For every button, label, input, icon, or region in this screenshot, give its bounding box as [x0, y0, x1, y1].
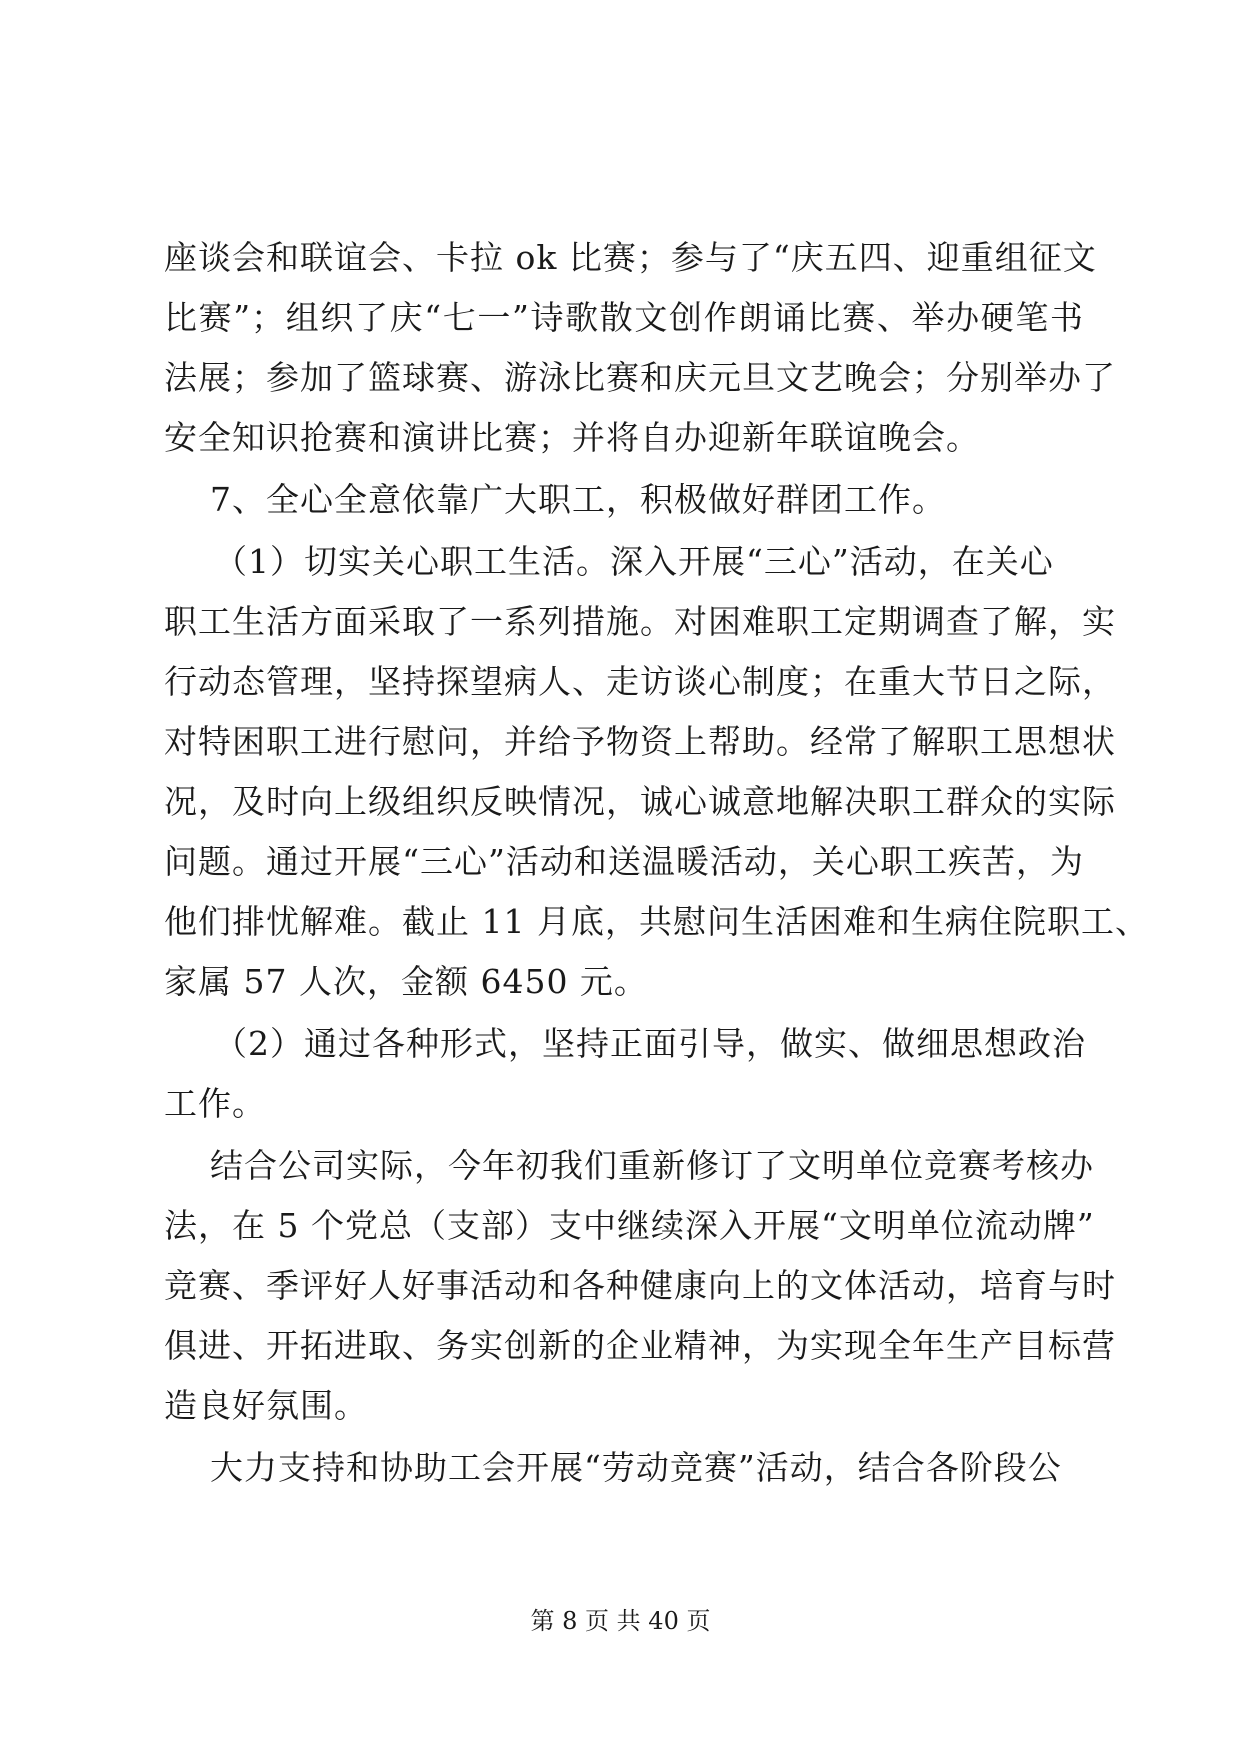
text-line: 行动态管理，坚持探望病人、走访谈心制度；在重大节日之际，	[164, 662, 1116, 701]
text-line: 他们排忧解难。截止 11 月底，共慰问生活困难和生病住院职工、	[164, 902, 1149, 941]
text-line: 法，在 5 个党总（支部）支中继续深入开展“文明单位流动牌”	[164, 1206, 1095, 1245]
text-line: 结合公司实际，今年初我们重新修订了文明单位竞赛考核办	[210, 1146, 1094, 1185]
text-line: 职工生活方面采取了一系列措施。对困难职工定期调查了解，实	[164, 602, 1116, 641]
text-line: 家属 57 人次，金额 6450 元。	[164, 962, 648, 1001]
text-line: 工作。	[164, 1084, 266, 1123]
text-line: 比赛”；组织了庆“七一”诗歌散文创作朗诵比赛、举办硬笔书	[164, 298, 1084, 337]
text-line: （1）切实关心职工生活。深入开展“三心”活动，在关心	[214, 542, 1054, 581]
text-line: 座谈会和联谊会、卡拉 ok 比赛；参与了“庆五四、迎重组征文	[164, 238, 1097, 277]
text-line: 安全知识抢赛和演讲比赛；并将自办迎新年联谊晚会。	[164, 418, 980, 457]
text-line: 俱进、开拓进取、务实创新的企业精神，为实现全年生产目标营	[164, 1326, 1116, 1365]
text-line: 况，及时向上级组织反映情况，诚心诚意地解决职工群众的实际	[164, 782, 1116, 821]
text-line: 竞赛、季评好人好事活动和各种健康向上的文体活动，培育与时	[164, 1266, 1116, 1305]
text-line: 造良好氛围。	[164, 1386, 368, 1425]
text-line: （2）通过各种形式，坚持正面引导，做实、做细思想政治	[214, 1024, 1086, 1063]
text-line: 7、全心全意依靠广大职工，积极做好群团工作。	[210, 480, 946, 519]
text-line: 大力支持和协助工会开展“劳动竞赛”活动，结合各阶段公	[210, 1448, 1062, 1487]
text-line: 问题。通过开展“三心”活动和送温暖活动，关心职工疾苦，为	[164, 842, 1084, 881]
text-line: 法展；参加了篮球赛、游泳比赛和庆元旦文艺晚会；分别举办了	[164, 358, 1116, 397]
text-line: 对特困职工进行慰问，并给予物资上帮助。经常了解职工思想状	[164, 722, 1116, 761]
page-footer: 第 8 页 共 40 页	[530, 1607, 711, 1635]
